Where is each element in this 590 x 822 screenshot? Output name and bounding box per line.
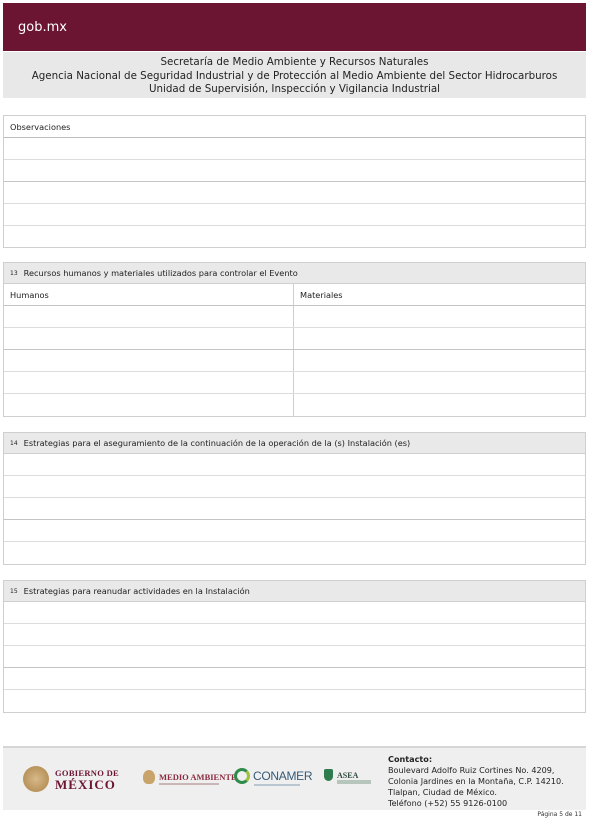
- humanos-cell[interactable]: [4, 306, 294, 327]
- column-humanos: Humanos: [4, 284, 294, 305]
- materiales-cell[interactable]: [294, 350, 585, 371]
- observaciones-line[interactable]: [4, 182, 585, 204]
- section-14-line[interactable]: [4, 498, 585, 520]
- section-13: [3, 262, 586, 417]
- eagle-seal-icon: [23, 766, 49, 792]
- conamer-logo: [234, 768, 312, 784]
- observaciones-section: [3, 115, 586, 248]
- table-row: [4, 328, 585, 350]
- gobierno-logo-line1: GOBIERNO DE: [55, 768, 119, 778]
- contact-block: [388, 754, 564, 809]
- section-15-line[interactable]: [4, 690, 585, 712]
- table-row: [4, 372, 585, 394]
- section-15-line[interactable]: [4, 646, 585, 668]
- contact-line: Boulevard Adolfo Ruiz Cortines No. 4209,: [388, 765, 555, 775]
- asea-shield-icon: [324, 769, 333, 781]
- humanos-cell[interactable]: [4, 372, 294, 393]
- section-title: Recursos humanos y materiales utilizados para controlar el Evento: [23, 268, 298, 278]
- column-materiales: Materiales: [300, 290, 343, 300]
- section-13-column-headers: [4, 284, 585, 306]
- contact-phone: Teléfono (+52) 55 9126-0100: [388, 798, 508, 808]
- medio-ambiente-icon: [143, 770, 155, 784]
- gobierno-de-mexico-logo: [23, 766, 119, 792]
- materiales-cell[interactable]: [294, 328, 585, 349]
- observaciones-line[interactable]: [4, 160, 585, 182]
- document-header: [3, 52, 586, 98]
- contact-line: Tlalpan, Ciudad de México.: [388, 787, 497, 797]
- materiales-cell[interactable]: [294, 306, 585, 327]
- materiales-cell[interactable]: [294, 372, 585, 393]
- section-15-header: [4, 581, 585, 602]
- section-13-header: [4, 263, 585, 284]
- observaciones-line[interactable]: [4, 204, 585, 226]
- observaciones-line[interactable]: [4, 226, 585, 248]
- humanos-cell[interactable]: [4, 350, 294, 371]
- section-number: 15: [10, 588, 18, 595]
- section-15-line[interactable]: [4, 602, 585, 624]
- gob-mx-link[interactable]: gob.mx: [18, 20, 67, 35]
- gobierno-logo-line2: MÉXICO: [55, 777, 116, 792]
- section-14: [3, 432, 586, 565]
- section-title: Estrategias para reanudar actividades en la Instalación: [23, 586, 250, 596]
- medio-ambiente-logo: [143, 770, 237, 784]
- footer: [3, 746, 586, 810]
- humanos-cell[interactable]: [4, 328, 294, 349]
- table-row: [4, 350, 585, 372]
- materiales-cell[interactable]: [294, 394, 585, 416]
- table-row: [4, 394, 585, 416]
- humanos-cell[interactable]: [4, 394, 294, 416]
- header-line-secretaria: Secretaría de Medio Ambiente y Recursos Naturales: [160, 56, 429, 68]
- section-number: 13: [10, 270, 18, 277]
- section-15-line[interactable]: [4, 624, 585, 646]
- section-14-line[interactable]: [4, 520, 585, 542]
- section-15: [3, 580, 586, 713]
- observaciones-label: Observaciones: [4, 116, 585, 138]
- section-number: 14: [10, 440, 18, 447]
- section-14-header: [4, 433, 585, 454]
- section-14-line[interactable]: [4, 542, 585, 564]
- page-number: Página 5 de 11: [537, 811, 582, 818]
- medio-ambiente-text: MEDIO AMBIENTE: [159, 772, 237, 782]
- conamer-ring-icon: [234, 768, 250, 784]
- table-row: [4, 306, 585, 328]
- header-line-agencia: Agencia Nacional de Seguridad Industrial y de Protección al Medio Ambiente del Sector Hidrocarburos: [31, 69, 558, 82]
- observaciones-line[interactable]: [4, 138, 585, 160]
- contact-title: Contacto:: [388, 754, 433, 764]
- top-bar: [3, 3, 586, 51]
- conamer-text: CONAMER: [253, 769, 313, 783]
- contact-line: Colonia Jardines en la Montaña, C.P. 14210.: [388, 776, 564, 786]
- section-14-line[interactable]: [4, 454, 585, 476]
- asea-logo: [324, 769, 358, 781]
- header-line-unidad: Unidad de Supervisión, Inspección y Vigilancia Industrial: [148, 83, 441, 95]
- section-14-line[interactable]: [4, 476, 585, 498]
- asea-text: ASEA: [337, 770, 359, 780]
- section-title: Estrategias para el aseguramiento de la continuación de la operación de la (s) Instalación (es): [23, 438, 411, 448]
- section-15-line[interactable]: [4, 668, 585, 690]
